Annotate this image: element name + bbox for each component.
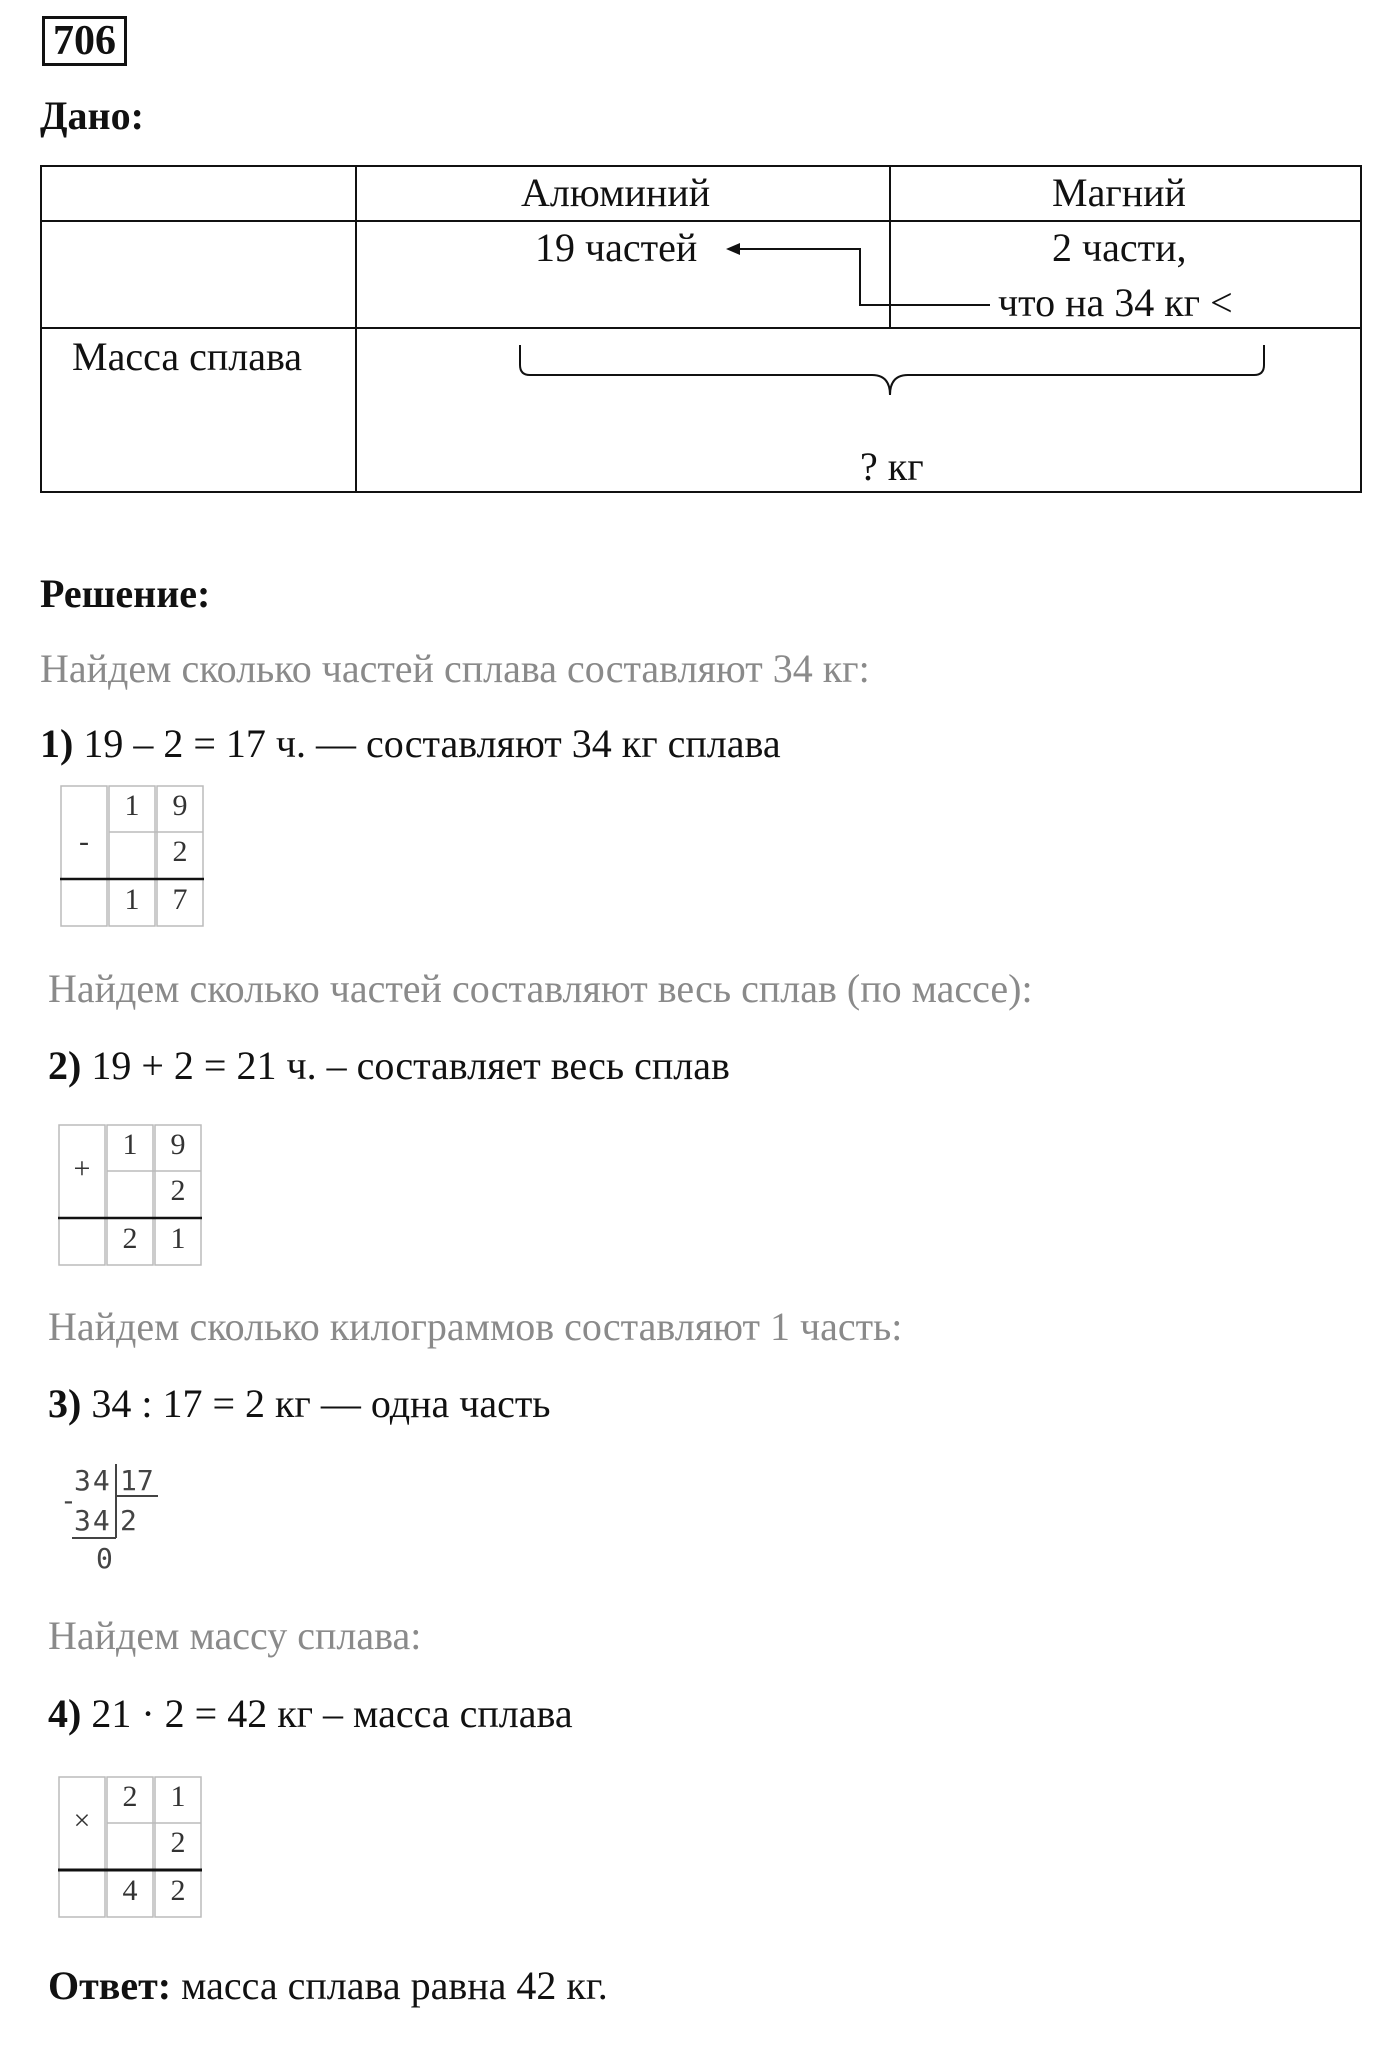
digit: 9: [170, 1128, 186, 1161]
step2-column-calc: [58, 1124, 202, 1271]
step1-equation: 1) 19 – 2 = 17 ч. — составляют 34 кг сплава: [40, 721, 781, 766]
digit: 1: [124, 789, 140, 822]
divisor: 17: [120, 1464, 154, 1497]
magnesium-parts: 2 части,: [1052, 225, 1187, 270]
step2-operator: +: [73, 1152, 91, 1185]
aluminum-parts: 19 частей: [535, 225, 698, 270]
digit: 4: [122, 1874, 138, 1907]
answer-text: масса сплава равна 42 кг.: [171, 1963, 608, 2008]
header-aluminum: Алюминий: [521, 170, 711, 215]
step4-column-calc: [58, 1776, 202, 1923]
given-heading: Дано:: [40, 93, 144, 138]
problem-number: 706: [42, 16, 127, 66]
step2-hint: Найдем сколько частей составляют весь сплав (по массе):: [48, 966, 1033, 1011]
step1-hint: Найдем сколько частей сплава составляют 34 кг:: [40, 646, 870, 691]
answer: [48, 1962, 608, 2009]
quotient: 2: [120, 1504, 137, 1537]
step4-operator: ×: [73, 1804, 91, 1837]
dividend: 34: [74, 1464, 112, 1497]
digit: 1: [122, 1128, 138, 1161]
step3-equation: 3) 34 : 17 = 2 кг — одна часть: [48, 1381, 551, 1426]
digit: 7: [172, 883, 188, 916]
digit: 1: [170, 1780, 186, 1813]
answer-label: Ответ:: [48, 1963, 172, 2008]
division-minus: -: [60, 1484, 77, 1517]
magnesium-difference: что на 34 кг <: [998, 280, 1233, 325]
unknown-mass: ? кг: [860, 444, 924, 489]
remainder: 0: [96, 1542, 113, 1575]
step1-operator: -: [79, 825, 89, 858]
subtrahend: 34: [74, 1504, 112, 1537]
step2-equation: 2) 19 + 2 = 21 ч. – составляет весь сплав: [48, 1043, 730, 1088]
digit: 2: [170, 1874, 186, 1907]
step4-hint: Найдем массу сплава:: [48, 1613, 422, 1658]
digit: 9: [172, 789, 188, 822]
sum-brace: [520, 345, 1264, 395]
step4-equation: 4) 21 · 2 = 42 кг – масса сплава: [48, 1691, 573, 1736]
row-label-alloy-mass: Масса сплава: [72, 334, 303, 379]
header-magnesium: Магний: [1052, 170, 1186, 215]
given-table: [40, 165, 1362, 493]
solution-heading: Решение:: [40, 571, 211, 616]
digit: 1: [124, 883, 140, 916]
digit: 2: [122, 1780, 138, 1813]
step3-long-division: [58, 1462, 168, 1574]
digit: 2: [170, 1174, 186, 1207]
step1-column-calc: [60, 785, 204, 932]
digit: 2: [170, 1826, 186, 1859]
digit: 2: [172, 835, 188, 868]
comparison-arrow: [726, 243, 990, 305]
digit: 2: [122, 1222, 138, 1255]
step3-hint: Найдем сколько килограммов составляют 1 часть:: [48, 1304, 903, 1349]
digit: 1: [170, 1222, 186, 1255]
